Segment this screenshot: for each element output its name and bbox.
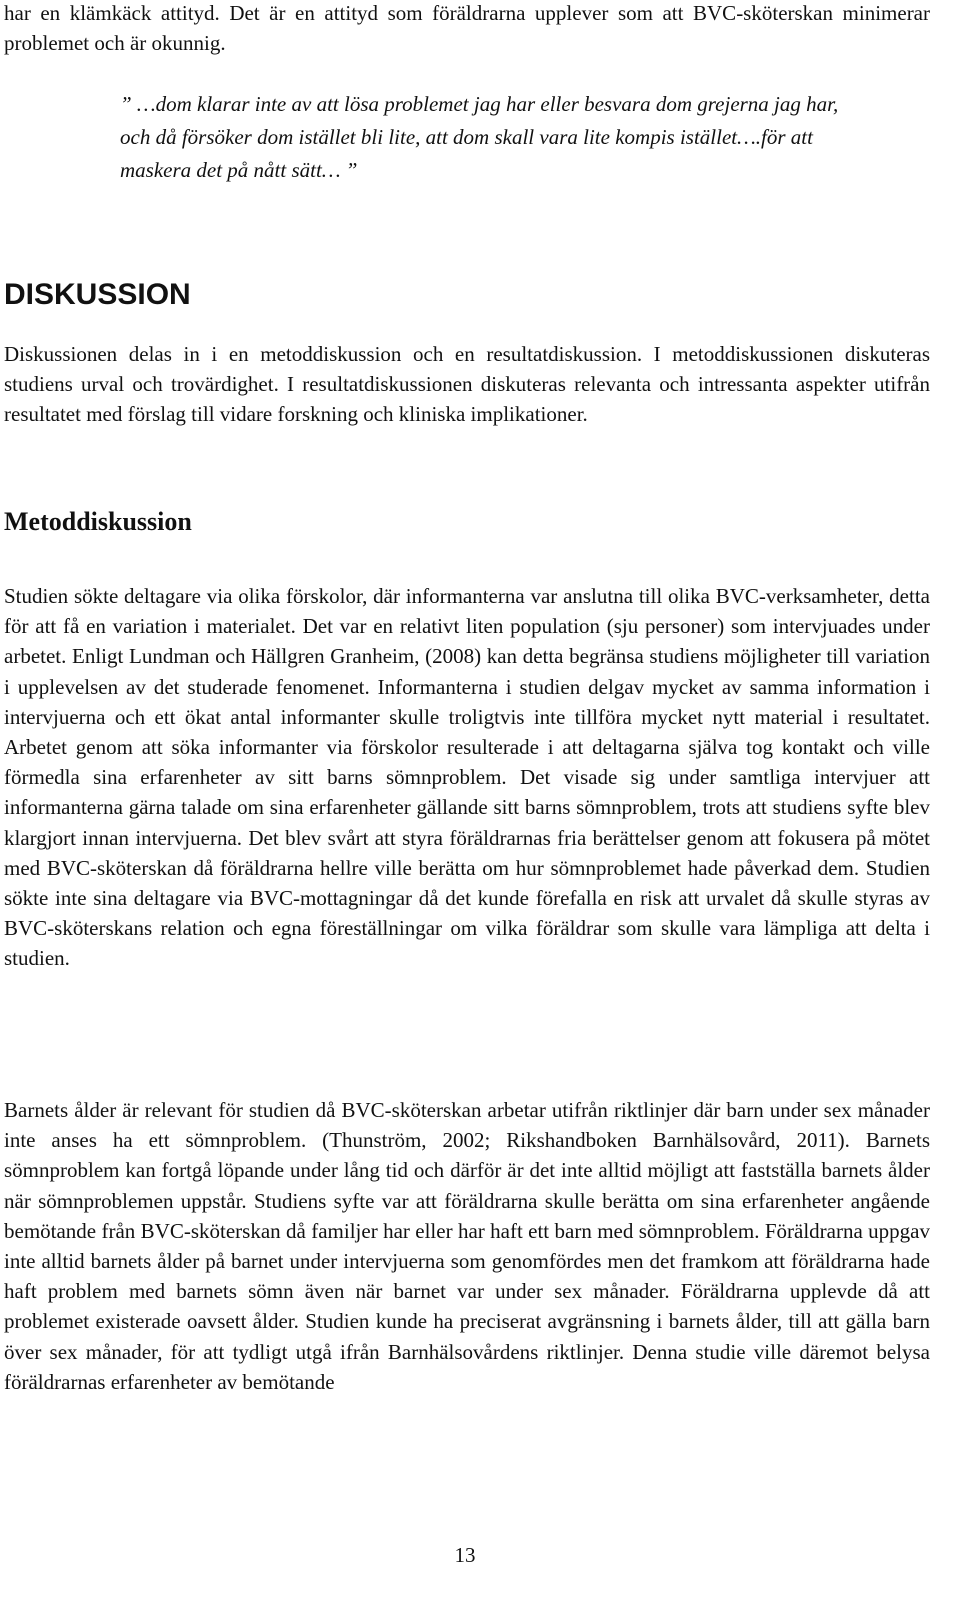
- section-heading-diskussion: DISKUSSION: [4, 278, 191, 311]
- method-paragraph-2: Barnets ålder är relevant för studien då BVC-sköterskan arbetar utifrån riktlinjer där barn under sex månader inte anses ha ett sömnproblem. (Thunström, 2002; Rikshandboken Barnhälsovård, 2011). Barnets sömnproblem kan fortgå löpande under lång tid och därför är det inte alltid möjligt att fastställa barnets ålder när sömnproblemen uppstår. Studiens syfte var att föräldrarna skulle berätta om sina erfarenheter angående bemötande från BVC-sköterskan då familjer har eller har haft ett barn med sömnproblem. Föräldrarna uppgav inte alltid barnets ålder på barnet under intervjuerna som genomfördes men det framkom att föräldrarna hade haft problem med barnets sömn även när barnet var under sex månader. Föräldrarna upplevde då att problemet existerade oavsett ålder. Studien kunde ha preciserat avgränsning i barnets ålder, till att gälla barn över sex månader, för att tydligt utgå ifrån Barnhälsovårdens riktlinjer. Denna studie ville däremot belysa föräldrarnas erfarenheter av bemötande: [4, 1098, 930, 1394]
- discussion-intro-paragraph: Diskussionen delas in i en metoddiskussion och en resultatdiskussion. I metoddiskussionen diskuteras studiens urval och trovärdighet. I resultatdiskussionen diskuteras relevanta och intressanta aspekter utifrån resultatet med förslag till vidare forskning och kliniska implikationer.: [4, 342, 930, 427]
- intro-paragraph: har en klämkäck attityd. Det är en attityd som föräldrarna upplever som att BVC-sköterskan minimerar problemet och är okunnig.: [4, 1, 930, 56]
- interview-quote: ” …dom klarar inte av att lösa problemet jag har eller besvara dom grejerna jag har, och då försöker dom istället bli lite, att dom skall vara lite kompis istället….för att maskera det på nått sätt… ”: [120, 92, 839, 182]
- subsection-heading-metoddiskussion: Metoddiskussion: [4, 507, 192, 536]
- page-number: 13: [454, 1543, 476, 1567]
- method-paragraph-1: Studien sökte deltagare via olika förskolor, där informanterna var anslutna till olika BVC-verksamheter, detta för att få en variation i materialet. Det var en relativt liten population (sju personer) som intervjuades under arbetet. Enligt Lundman och Hällgren Granheim, (2008) kan detta begränsa studiens möjligheter till variation i upplevelsen av det studerade fenomenet. Informanterna i studien delgav mycket av samma information i intervjuerna och ett ökat antal informanter skulle troligtvis inte tillföra mycket nytt material i resultatet. Arbetet genom att söka informanter via förskolor resulterade i att deltagarna själva tog kontakt och ville förmedla sina erfarenheter av sitt barns sömnproblem. Det visade sig under samtliga intervjuer att informanterna gärna talade om sina erfarenheter gällande sitt barns sömnproblem, trots att studiens syfte blev klargjort innan intervjuerna. Det blev svårt att styra föräldrarnas fria berättelser genom att fokusera på mötet med BVC-sköterskan då föräldrarna hellre ville berätta om hur sömnproblemet hade påverkad dem. Studien sökte inte sina deltagare via BVC-mottagningar då det kunde förefalla en risk att urvalet då skulle styras av BVC-sköterskans relation och egna föreställningar om vilka föräldrar som skulle vara lämpliga att delta i studien.: [4, 584, 930, 971]
